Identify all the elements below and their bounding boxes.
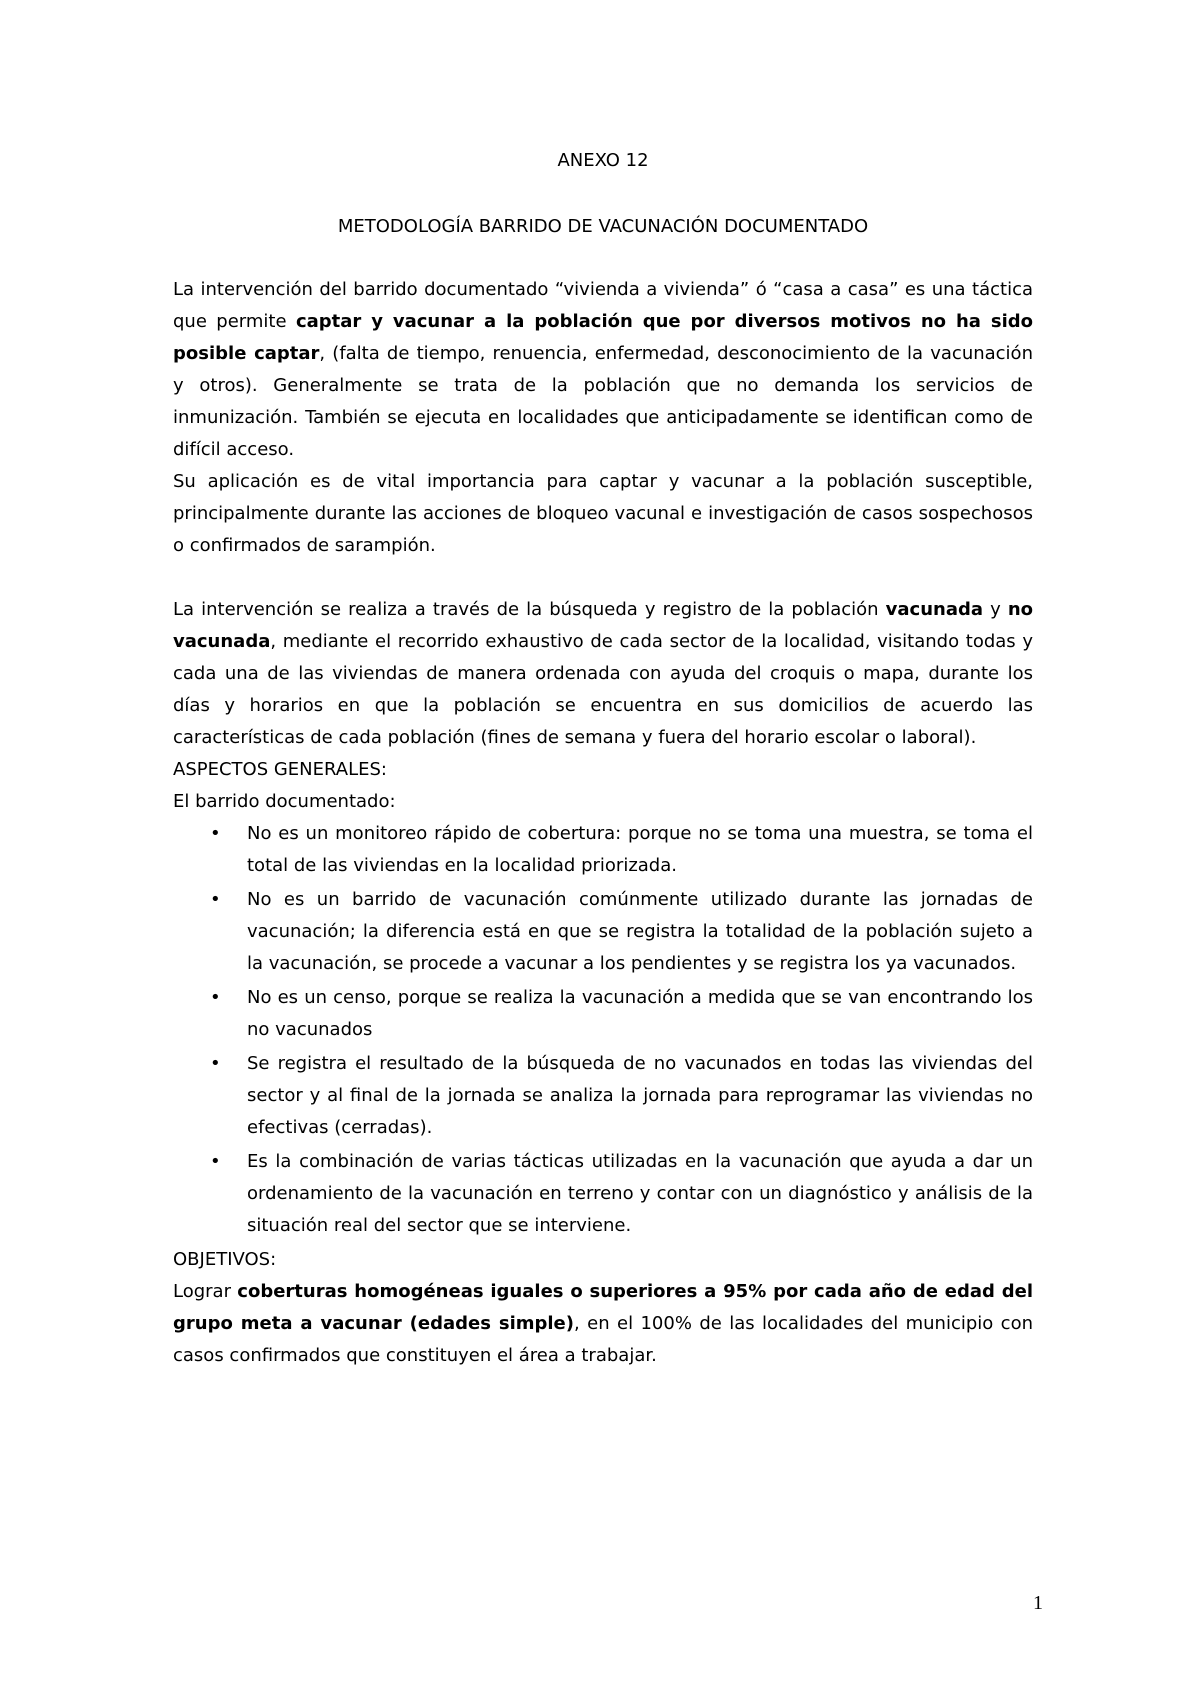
list-item-text: No es un censo, porque se realiza la vacunación a medida que se van encontrando los no vacunados: [247, 987, 1033, 1040]
list-item: [173, 818, 1033, 882]
bullet-icon: •: [210, 889, 221, 910]
list-item: [173, 884, 1033, 980]
page-number: 1: [1033, 1592, 1043, 1614]
list-item: [173, 982, 1033, 1046]
intro-bold-text: captar y vacunar a la población que por diversos motivos no ha sido posible captar: [173, 311, 1033, 364]
objectives-text: Lograr: [173, 1281, 238, 1302]
list-item: [173, 1048, 1033, 1144]
intro-paragraph-1: [173, 274, 1033, 466]
bold-no-vacunada: no vacunada: [173, 599, 1033, 652]
paragraph-text-continued: , mediante el recorrido exhaustivo de cada sector de la localidad, visitando todas y cada una de las viviendas de manera ordenada con ayuda del croquis o mapa, durante los días y horarios en que la población se encuentra en sus domicilios de acuerdo las características de cada población (fines de semana y fuera del horario escolar o laboral).: [173, 631, 1033, 748]
aspects-list: [173, 818, 1033, 1242]
paragraph-text-join: y: [983, 599, 1008, 620]
objectives-text-continued: , en el 100% de las localidades del municipio con casos confirmados que constituyen el área a trabajar.: [173, 1313, 1033, 1366]
list-item-text: Es la combinación de varias tácticas utilizadas en la vacunación que ayuda a dar un ordenamiento de la vacunación en terreno y contar con un diagnóstico y análisis de la situación real del sector que se interviene.: [247, 1151, 1033, 1236]
paragraph-text: La intervención se realiza a través de la búsqueda y registro de la población: [173, 599, 886, 620]
bullet-icon: •: [210, 1053, 221, 1074]
intro-text: La intervención del barrido documentado “vivienda a vivienda” ó “casa a casa” es una táctica que permite: [173, 279, 1033, 332]
bullet-icon: •: [210, 987, 221, 1008]
objectives-paragraph: [173, 1276, 1033, 1372]
document-title: METODOLOGÍA BARRIDO DE VACUNACIÓN DOCUMENTADO: [337, 216, 869, 237]
intro-text-continued: , (falta de tiempo, renuencia, enfermedad, desconocimiento de la vacunación y otros). Generalmente se trata de la población que no demanda los servicios de inmunización. También se ejecuta en localidades que anticipadamente se identifican como de difícil acceso.: [173, 343, 1033, 460]
objectives-bold-text: coberturas homogéneas iguales o superiores a 95% por cada año de edad del grupo meta a vacunar (edades simple): [173, 1281, 1034, 1334]
list-item: [173, 1146, 1033, 1242]
objectives-heading: OBJETIVOS:: [173, 1249, 277, 1270]
annex-title: ANEXO 12: [557, 150, 649, 171]
list-item-text: Se registra el resultado de la búsqueda de no vacunados en todas las viviendas del sector y al final de la jornada se analiza la jornada para reprogramar las viviendas no efectivas (cerradas).: [247, 1053, 1033, 1138]
bullet-icon: •: [210, 823, 221, 844]
intro-paragraph-3: [173, 594, 1033, 754]
list-item-text: No es un barrido de vacunación comúnmente utilizado durante las jornadas de vacunación; la diferencia está en que se registra la totalidad de la población sujeto a la vacunación, se procede a vacunar a los pendientes y se registra los ya vacunados.: [247, 889, 1033, 974]
bold-vacunada: vacunada: [885, 599, 983, 620]
intro-paragraph-2: Su aplicación es de vital importancia para captar y vacunar a la población susceptible, principalmente durante las acciones de bloqueo vacunal e investigación de casos sospechosos o confirmados de sarampión.: [173, 471, 1033, 556]
aspects-heading: ASPECTOS GENERALES:: [173, 759, 387, 780]
bullet-icon: •: [210, 1151, 221, 1172]
page-content: [173, 145, 1033, 1372]
list-item-text: No es un monitoreo rápido de cobertura: porque no se toma una muestra, se toma el total de las viviendas en la localidad priorizada.: [247, 823, 1033, 876]
aspects-lead: El barrido documentado:: [173, 791, 396, 812]
